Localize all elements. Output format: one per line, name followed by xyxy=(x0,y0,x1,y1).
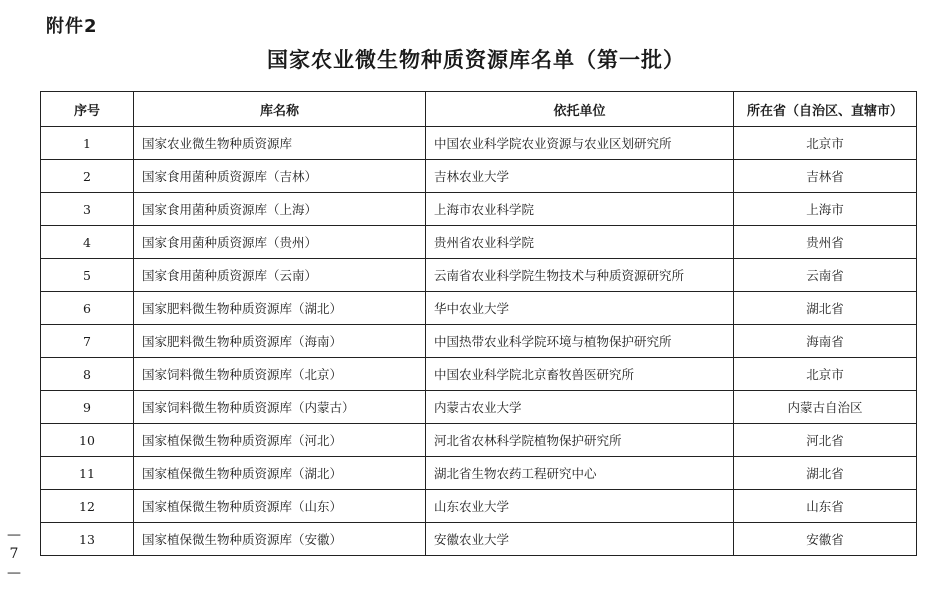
table-row xyxy=(41,226,917,259)
cell-host-institution: 华中农业大学 xyxy=(426,292,734,325)
cell-index: 8 xyxy=(41,358,134,391)
cell-host-institution: 湖北省生物农药工程研究中心 xyxy=(426,457,734,490)
cell-index: 1 xyxy=(41,127,134,160)
cell-host-institution: 中国农业科学院北京畜牧兽医研究所 xyxy=(426,358,734,391)
cell-province: 吉林省 xyxy=(734,160,917,193)
table-row xyxy=(41,127,917,160)
table-row xyxy=(41,523,917,556)
cell-library-name: 国家饲料微生物种质资源库（北京） xyxy=(134,358,426,391)
cell-host-institution: 中国农业科学院农业资源与农业区划研究所 xyxy=(426,127,734,160)
cell-index: 7 xyxy=(41,325,134,358)
cell-library-name: 国家食用菌种质资源库（吉林） xyxy=(134,160,426,193)
cell-host-institution: 河北省农林科学院植物保护研究所 xyxy=(426,424,734,457)
table-row xyxy=(41,457,917,490)
cell-province: 贵州省 xyxy=(734,226,917,259)
table-row xyxy=(41,424,917,457)
cell-index: 11 xyxy=(41,457,134,490)
header-province: 所在省（自治区、直辖市） xyxy=(734,92,917,127)
table-row xyxy=(41,292,917,325)
cell-index: 13 xyxy=(41,523,134,556)
table-row xyxy=(41,325,917,358)
cell-host-institution: 内蒙古农业大学 xyxy=(426,391,734,424)
cell-index: 10 xyxy=(41,424,134,457)
table-row xyxy=(41,490,917,523)
document-title: 国家农业微生物种质资源库名单（第一批） xyxy=(267,48,685,72)
cell-index: 6 xyxy=(41,292,134,325)
header-library-name: 库名称 xyxy=(134,92,426,127)
cell-library-name: 国家肥料微生物种质资源库（湖北） xyxy=(134,292,426,325)
table-header-row xyxy=(41,92,917,127)
cell-host-institution: 贵州省农业科学院 xyxy=(426,226,734,259)
cell-index: 2 xyxy=(41,160,134,193)
attachment-label: 附件2 xyxy=(46,16,98,37)
cell-host-institution: 安徽农业大学 xyxy=(426,523,734,556)
cell-host-institution: 云南省农业科学院生物技术与种质资源研究所 xyxy=(426,259,734,292)
cell-library-name: 国家食用菌种质资源库（云南） xyxy=(134,259,426,292)
table-row xyxy=(41,391,917,424)
resource-library-table xyxy=(40,91,917,556)
cell-province: 北京市 xyxy=(734,358,917,391)
cell-province: 安徽省 xyxy=(734,523,917,556)
cell-province: 上海市 xyxy=(734,193,917,226)
cell-province: 云南省 xyxy=(734,259,917,292)
table-row xyxy=(41,259,917,292)
table-row xyxy=(41,160,917,193)
cell-library-name: 国家农业微生物种质资源库 xyxy=(134,127,426,160)
cell-province: 北京市 xyxy=(734,127,917,160)
cell-index: 3 xyxy=(41,193,134,226)
cell-province: 海南省 xyxy=(734,325,917,358)
cell-library-name: 国家植保微生物种质资源库（安徽） xyxy=(134,523,426,556)
cell-host-institution: 上海市农业科学院 xyxy=(426,193,734,226)
cell-library-name: 国家植保微生物种质资源库（湖北） xyxy=(134,457,426,490)
cell-index: 5 xyxy=(41,259,134,292)
cell-host-institution: 吉林农业大学 xyxy=(426,160,734,193)
cell-library-name: 国家肥料微生物种质资源库（海南） xyxy=(134,325,426,358)
cell-index: 12 xyxy=(41,490,134,523)
cell-host-institution: 中国热带农业科学院环境与植物保护研究所 xyxy=(426,325,734,358)
page-number: — 7 — xyxy=(7,527,21,581)
cell-library-name: 国家饲料微生物种质资源库（内蒙古） xyxy=(134,391,426,424)
header-index: 序号 xyxy=(41,92,134,127)
cell-province: 河北省 xyxy=(734,424,917,457)
cell-index: 4 xyxy=(41,226,134,259)
cell-host-institution: 山东农业大学 xyxy=(426,490,734,523)
cell-library-name: 国家植保微生物种质资源库（河北） xyxy=(134,424,426,457)
cell-index: 9 xyxy=(41,391,134,424)
cell-province: 湖北省 xyxy=(734,292,917,325)
cell-library-name: 国家食用菌种质资源库（上海） xyxy=(134,193,426,226)
cell-province: 湖北省 xyxy=(734,457,917,490)
header-host-institution: 依托单位 xyxy=(426,92,734,127)
cell-library-name: 国家植保微生物种质资源库（山东） xyxy=(134,490,426,523)
table-row xyxy=(41,193,917,226)
cell-province: 山东省 xyxy=(734,490,917,523)
cell-province: 内蒙古自治区 xyxy=(734,391,917,424)
cell-library-name: 国家食用菌种质资源库（贵州） xyxy=(134,226,426,259)
table-row xyxy=(41,358,917,391)
